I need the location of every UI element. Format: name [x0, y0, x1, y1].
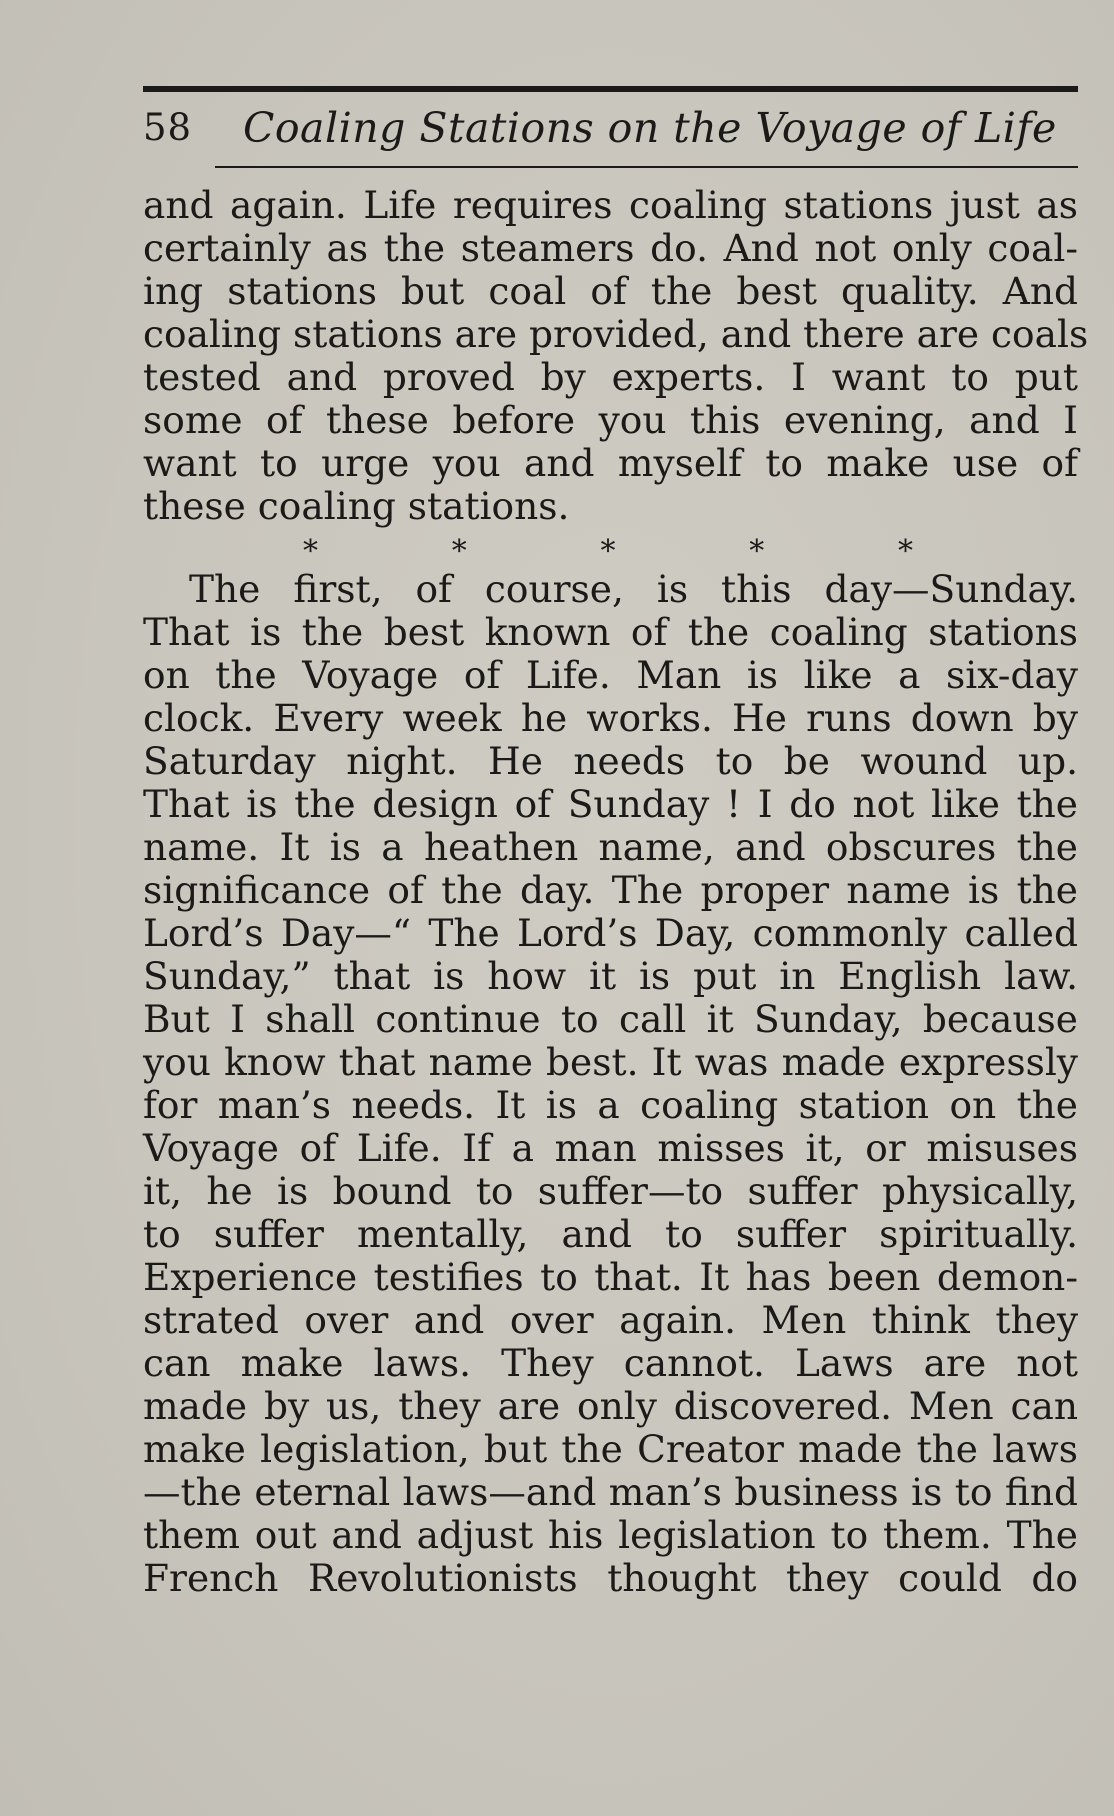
- text-line: on the Voyage of Life. Man is like a six-day: [143, 653, 1078, 697]
- text-line: these coaling stations.: [143, 484, 570, 528]
- text-line: ing stations but coal of the best quality. And: [143, 269, 1078, 313]
- text-line: want to urge you and myself to make use of: [143, 441, 1078, 485]
- body-text: [143, 183, 1089, 1600]
- book-page: [143, 86, 1089, 1600]
- text-line: made by us, they are only discovered. Men can: [143, 1384, 1078, 1428]
- asterisk: *: [451, 534, 467, 569]
- paragraph-2: [143, 568, 1078, 1600]
- asterisk: *: [303, 534, 318, 569]
- text-line: significance of the day. The proper name is the: [143, 868, 1078, 912]
- text-line: Lord’s Day—“ The Lord’s Day, commonly called: [143, 911, 1078, 955]
- text-line: Saturday night. He needs to be wound up.: [143, 739, 1078, 783]
- text-line: strated over and over again. Men think they: [143, 1298, 1078, 1342]
- text-line: French Revolutionists thought they could do: [143, 1556, 1078, 1600]
- text-line: That is the best known of the coaling stations: [143, 610, 1078, 654]
- text-line: make legislation, but the Creator made the laws: [143, 1427, 1078, 1471]
- page-header: [143, 92, 1078, 160]
- text-line: to suffer mentally, and to suffer spiritually.: [143, 1212, 1078, 1256]
- page-number: 58: [143, 106, 193, 149]
- text-line: clock. Every week he works. He runs down by: [143, 696, 1078, 740]
- text-line: But I shall continue to call it Sunday, because: [143, 997, 1078, 1041]
- text-line: them out and adjust his legislation to them. The: [143, 1513, 1078, 1557]
- text-line: for man’s needs. It is a coaling station on the: [143, 1083, 1078, 1127]
- asterisk: *: [600, 534, 616, 569]
- text-line: some of these before you this evening, and I: [143, 398, 1078, 442]
- text-line: Sunday,” that is how it is put in English law.: [143, 954, 1078, 998]
- header-bottom-rule: [215, 166, 1078, 168]
- text-line: coaling stations are provided, and there are coals: [143, 312, 1089, 356]
- section-break: [303, 528, 913, 568]
- text-line: Experience testifies to that. It has been demon-: [143, 1255, 1078, 1299]
- text-line: certainly as the steamers do. And not only coal-: [143, 226, 1078, 270]
- running-title: Coaling Stations on the Voyage of Life: [243, 104, 1057, 152]
- text-line: The first, of course, is this day—Sunday.: [189, 567, 1078, 611]
- text-line: name. It is a heathen name, and obscures the: [143, 825, 1078, 869]
- text-line: it, he is bound to suffer—to suffer physically,: [143, 1169, 1078, 1213]
- text-line: —the eternal laws—and man’s business is to find: [143, 1470, 1078, 1514]
- text-line: can make laws. They cannot. Laws are not: [143, 1341, 1078, 1385]
- text-line: and again. Life requires coaling stations just as: [143, 183, 1078, 227]
- asterisk: *: [749, 534, 765, 569]
- text-line: tested and proved by experts. I want to put: [143, 355, 1078, 399]
- text-line: That is the design of Sunday ! I do not like the: [143, 782, 1078, 826]
- paragraph-1: [143, 183, 1089, 528]
- text-line: Voyage of Life. If a man misses it, or misuses: [143, 1126, 1078, 1170]
- text-line: you know that name best. It was made expressly: [143, 1040, 1078, 1084]
- asterisk: *: [898, 534, 913, 569]
